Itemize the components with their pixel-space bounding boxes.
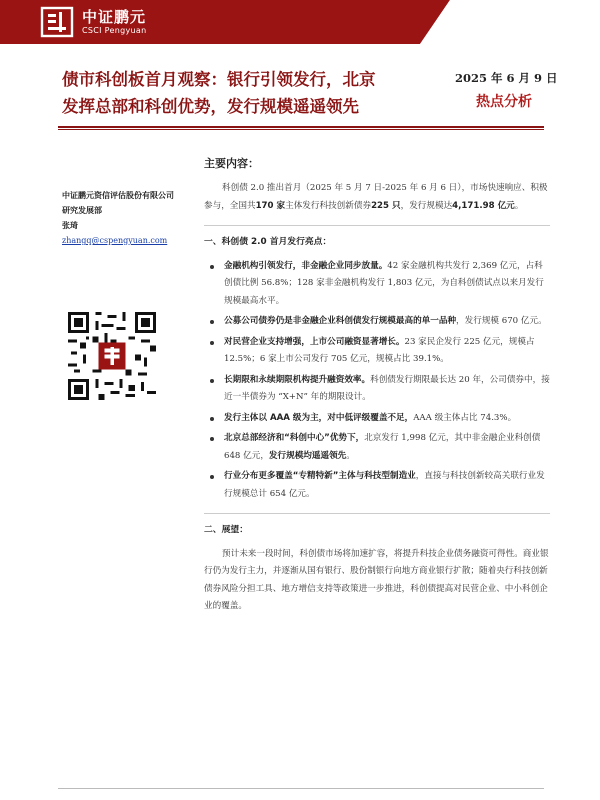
intro-text-1: 科创债 2.0 推出首月（2025 年 5 月 7 日-2025 年 6 月 6 日），市场快速响应、积极参与，全国共 <box>204 183 548 211</box>
bullet-icon <box>210 265 214 269</box>
intro-text-4: 。 <box>514 200 524 211</box>
main-content <box>204 156 550 616</box>
title-rule-top <box>58 126 544 128</box>
main-heading: 主要内容： <box>204 157 259 170</box>
brand-name-en: CSCI Pengyuan <box>82 26 147 35</box>
bullet-bold: 公募公司债券仍是非金融企业科创债发行规模最高的单一品种 <box>224 316 457 326</box>
bullet-bold: 对民营企业支持增强，上市公司融资显著增长。 <box>224 336 405 347</box>
report-type-tag: 热点分析 <box>476 94 532 110</box>
bullet-icon <box>210 475 214 479</box>
bullet-bold: 长期限和永续期限机构提升融资效率。 <box>224 374 371 385</box>
bullet-text: 科创债发行期限最长达 20 年，公司债券中，接近一半债券为 “X+N” 年的期限设计。 <box>224 374 550 402</box>
bullet-text: AAA 级主体占比 74.3%。 <box>413 412 517 423</box>
bullet-icon <box>210 379 214 383</box>
author-info <box>62 188 202 248</box>
intro-text-2: 主体发行科技创新债券 <box>285 200 372 211</box>
intro-bold-bonds: 225 只 <box>371 200 401 211</box>
bullet-text: 42 家金融机构共发行 2,369 亿元，占科创债比例 56.8%；128 家非金融机构发行 1,803 亿元，为自科创债试点以来月发行规模最高水平。 <box>224 260 544 306</box>
report-title <box>62 66 442 120</box>
section-divider-2 <box>204 513 550 514</box>
list-item <box>224 313 550 331</box>
brand-name-cn: 中证鹏元 <box>82 8 147 26</box>
header-band <box>0 0 600 44</box>
intro-text-3: ，发行规模达 <box>400 200 453 211</box>
title-line-2: 发挥总部和科创优势，发行规模遥遥领先 <box>62 97 359 116</box>
outlook-paragraph: 预计未来一段时间，科创债市场将加速扩容，将提升科技企业债务融资可得性。商业银行仍为发行主力，并逐渐从国有银行、股份制银行向地方商业银行扩散；随着央行科技创新债券风险分担工具、地方增信支持等政策进一步推进，科创债提高对民营企业、中小科创企业的覆盖。 <box>204 548 549 611</box>
report-date: 2025 年 6 月 9 日 <box>455 71 558 85</box>
bullet-bold: 金融机构引领发行，非金融企业同步放量。 <box>224 260 388 271</box>
footer-rule <box>58 788 544 789</box>
dept-name: 研究发展部 <box>62 205 102 215</box>
bullet-bold: 行业分布更多覆盖“专精特新”主体与科技型制造业 <box>224 471 416 481</box>
bullet-text: ，直接与科技创新较高关联行业发行规模总计 654 亿元。 <box>224 471 545 499</box>
title-line-1: 债市科创板首月观察：银行引领发行，北京 <box>62 70 376 89</box>
author-name: 张琦 <box>62 220 78 230</box>
org-name: 中证鹏元资信评估股份有限公司 <box>62 190 174 200</box>
bullet-bold-2: 发行规模均遥遥领先 <box>268 450 347 461</box>
list-item <box>224 410 550 428</box>
intro-bold-issuers: 170 家 <box>255 200 286 211</box>
highlights-list <box>204 258 550 504</box>
bullet-text-2: 。 <box>346 450 355 461</box>
bullet-text: ，发行规模 670 亿元。 <box>456 316 547 326</box>
bullet-icon <box>210 320 214 324</box>
intro-bold-amount: 4,171.98 亿元 <box>452 200 515 211</box>
list-item <box>224 372 550 407</box>
list-item <box>224 430 550 465</box>
bullet-icon <box>210 341 214 345</box>
section-2-title: 二、展望： <box>204 525 248 535</box>
bullet-text: 23 家民企发行 225 亿元，规模占 12.5%；6 家上市公司发行 705 亿元，规模占比 39.1%。 <box>224 336 535 364</box>
section-1-title: 一、科创债 2.0 首月发行亮点： <box>204 237 332 247</box>
bullet-icon <box>210 437 214 441</box>
list-item <box>224 258 550 311</box>
bullet-icon <box>210 417 214 421</box>
bullet-bold: 北京总部经济和“科创中心”优势下， <box>224 433 365 443</box>
bullet-text: 北京发行 1,998 亿元，其中非金融企业科创债 648 亿元， <box>224 433 541 461</box>
list-item <box>224 334 550 369</box>
title-rule-bottom <box>58 129 544 130</box>
qr-code-icon <box>68 312 156 400</box>
section-divider-1 <box>204 225 550 226</box>
brand-logo-icon <box>40 6 74 38</box>
author-email-link[interactable]: zhangq@cspengyuan.com <box>62 236 168 245</box>
bullet-bold: 发行主体以 AAA 级为主，对中低评级覆盖不足， <box>224 412 414 423</box>
list-item <box>224 468 550 503</box>
intro-paragraph <box>204 180 550 215</box>
